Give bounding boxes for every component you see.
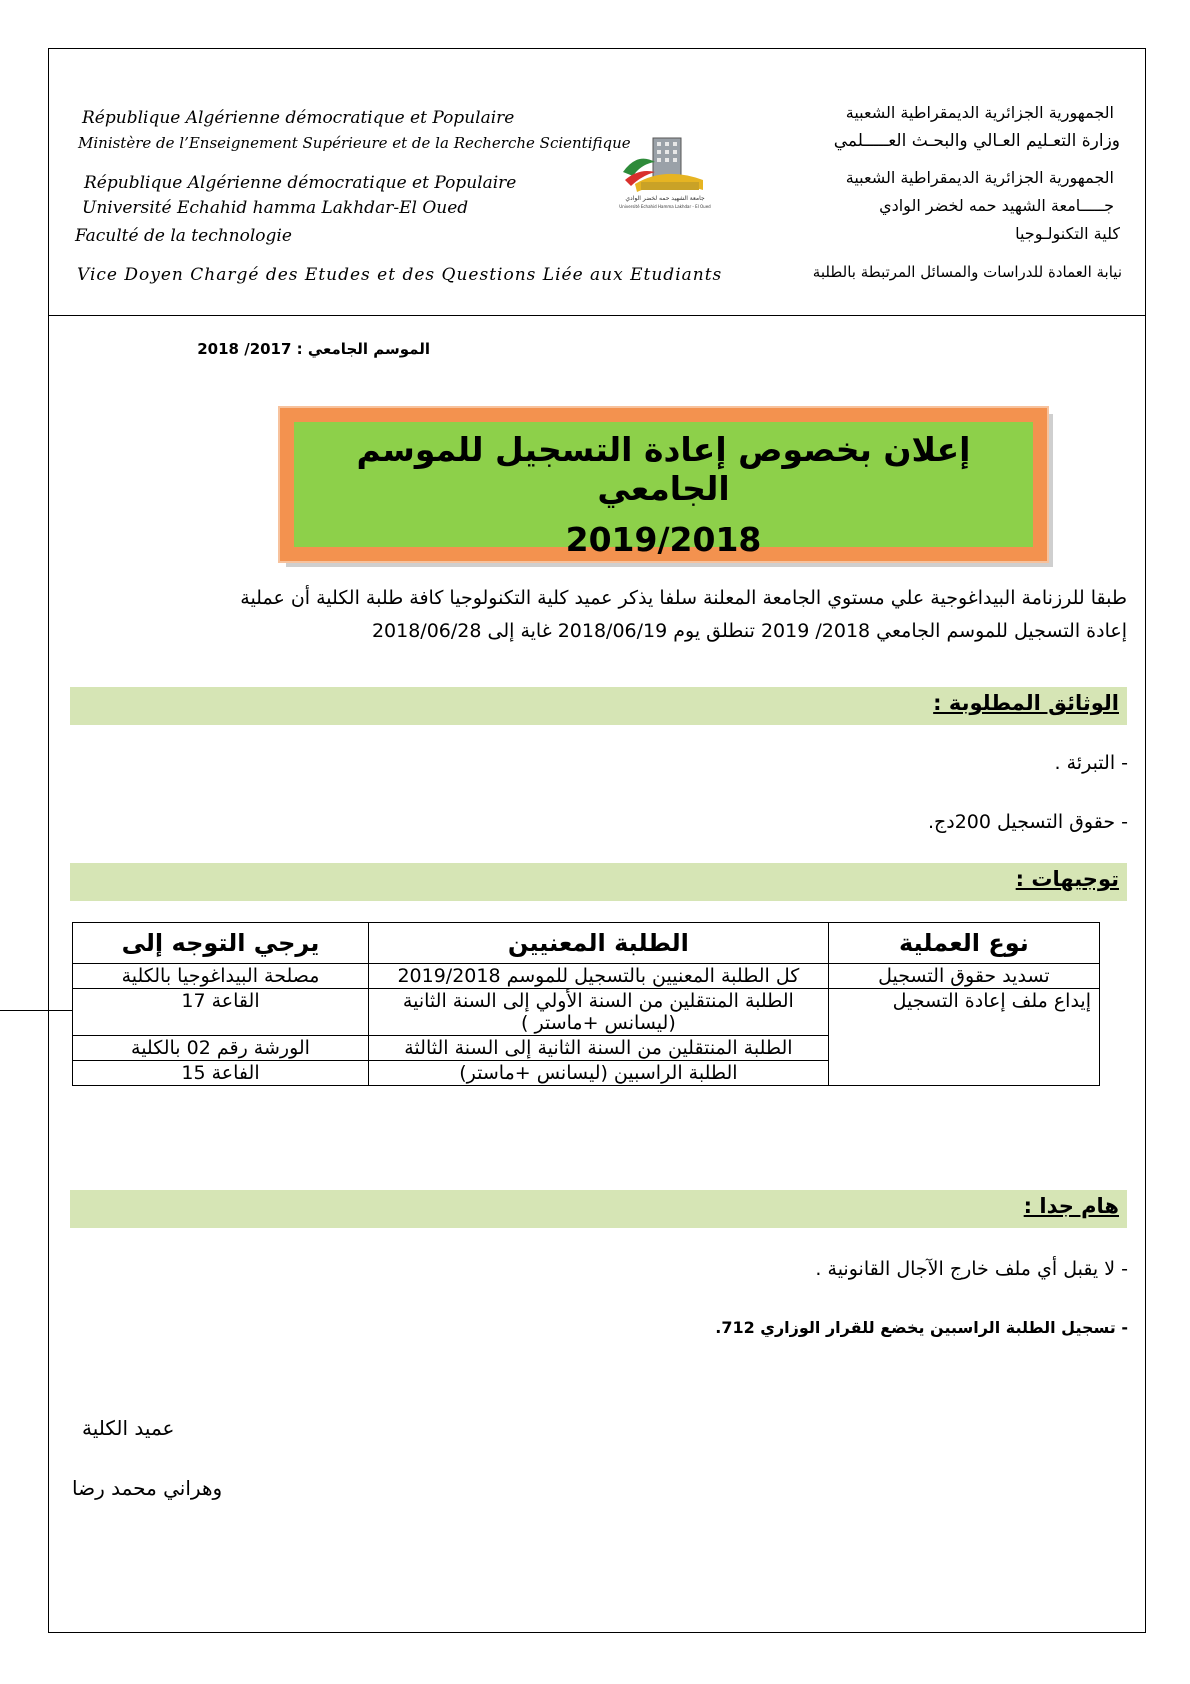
documents-heading: الوثائق المطلوبة : xyxy=(933,691,1119,715)
fr-university-line: Université Echahid hamma Lakhdar-El Oued xyxy=(82,198,469,218)
page-border xyxy=(48,48,1146,1633)
ar-republic-line-2: الجمهورية الجزائرية الديمقراطية الشعبية xyxy=(845,168,1114,187)
cell-destination: الفاعة 15 xyxy=(73,1061,369,1086)
cell-operation: تسديد حقوق التسجيل xyxy=(828,964,1099,989)
intro-line-1: طبقا للرزنامة البيداغوجية علي مستوي الجامعة المعلنة سلفا يذكر عميد كلية التكنولوجيا كافة طلبة الكلية أن عملية xyxy=(240,587,1127,609)
ar-vice-dean-line: نيابة العمادة للدراسات والمسائل المرتبطة بالطلبة xyxy=(812,263,1122,281)
ar-ministry-line: وزارة التعـليم العـالي والبحـث العـــــلمي xyxy=(833,131,1120,151)
documents-heading-bar xyxy=(70,687,1127,725)
intro-paragraph xyxy=(95,582,1127,648)
cell-students: كل الطلبة المعنيين بالتسجيل للموسم 2019/2018 xyxy=(368,964,828,989)
announcement-title-box xyxy=(280,408,1047,561)
table-row xyxy=(73,964,1100,989)
ar-republic-line: الجمهورية الجزائرية الديمقراطية الشعبية xyxy=(845,103,1114,122)
logo-caption-ar: جامعة الشهيد حمه لخضر الوادي xyxy=(625,195,705,202)
important-heading: هام جدا : xyxy=(1023,1194,1119,1218)
cell-students: الطلبة الراسبين (ليسانس +ماستر) xyxy=(368,1061,828,1086)
column-header-students: الطلبة المعنيين xyxy=(368,923,828,964)
margin-line xyxy=(0,1010,72,1011)
intro-line-2: إعادة التسجيل للموسم الجامعي 2018/ 2019 تنطلق يوم 2018/06/19 غاية إلى 2018/06/28 xyxy=(371,620,1127,642)
column-header-operation: نوع العملية xyxy=(828,923,1099,964)
cell-destination: مصلحة البيداغوجيا بالكلية xyxy=(73,964,369,989)
ar-university-line: جـــــامعة الشهيد حمه لخضر الوادي xyxy=(879,196,1114,215)
important-heading-bar xyxy=(70,1190,1127,1228)
logo-caption-fr: Université Echahid Hamma Lakhdar - El Oued xyxy=(619,204,711,209)
important-item-1: - لا يقبل أي ملف خارج الآجال القانونية . xyxy=(815,1258,1128,1280)
announcement-title: إعلان بخصوص إعادة التسجيل للموسم الجامعي xyxy=(356,430,971,508)
important-item-2: - تسجيل الطلبة الراسبين يخضع للقرار الوزاري 712. xyxy=(715,1318,1128,1337)
fr-republic-line: République Algérienne démocratique et Populaire xyxy=(82,108,515,128)
signature-name: وهراني محمد رضا xyxy=(72,1476,223,1500)
guidance-table xyxy=(72,922,1100,1086)
table-header-row xyxy=(73,923,1100,964)
cell-students: الطلبة المنتقلين من السنة الأولي إلى السنة الثانية (ليسانس +ماستر ) xyxy=(368,989,828,1036)
guidance-heading: توجيهات : xyxy=(1015,867,1119,891)
fr-ministry-line: Ministère de l’Enseignement Supérieure et de la Recherche Scientifique xyxy=(78,134,631,152)
season-line: الموسم الجامعي : 2017/ 2018 xyxy=(197,340,430,358)
fr-faculty-line: Faculté de la technologie xyxy=(75,226,292,246)
fr-vice-dean-line: Vice Doyen Chargé des Etudes et des Questions Liée aux Etudiants xyxy=(77,265,723,285)
cell-destination: القاعة 17 xyxy=(73,989,369,1036)
fr-republic-line-2: République Algérienne démocratique et Populaire xyxy=(84,173,517,193)
announcement-year: 2019/2018 xyxy=(565,520,762,559)
cell-students: الطلبة المنتقلين من السنة الثانية إلى السنة الثالثة xyxy=(368,1036,828,1061)
university-logo xyxy=(615,132,715,212)
cell-operation-merged: إيداع ملف إعادة التسجيل xyxy=(828,989,1099,1086)
guidance-heading-bar xyxy=(70,863,1127,901)
column-header-destination: يرجي التوجه إلى xyxy=(73,923,369,964)
cell-destination: الورشة رقم 02 بالكلية xyxy=(73,1036,369,1061)
document-item-2: - حقوق التسجيل 200دج. xyxy=(927,811,1128,833)
ar-faculty-line: كلية التكنولـوجيا xyxy=(1015,224,1120,243)
signature-role: عميد الكلية xyxy=(82,1416,175,1440)
table-row xyxy=(73,989,1100,1036)
document-item-1: - التبرئة . xyxy=(1054,752,1128,774)
announcement-title-panel xyxy=(294,422,1033,559)
header-divider xyxy=(48,315,1146,316)
